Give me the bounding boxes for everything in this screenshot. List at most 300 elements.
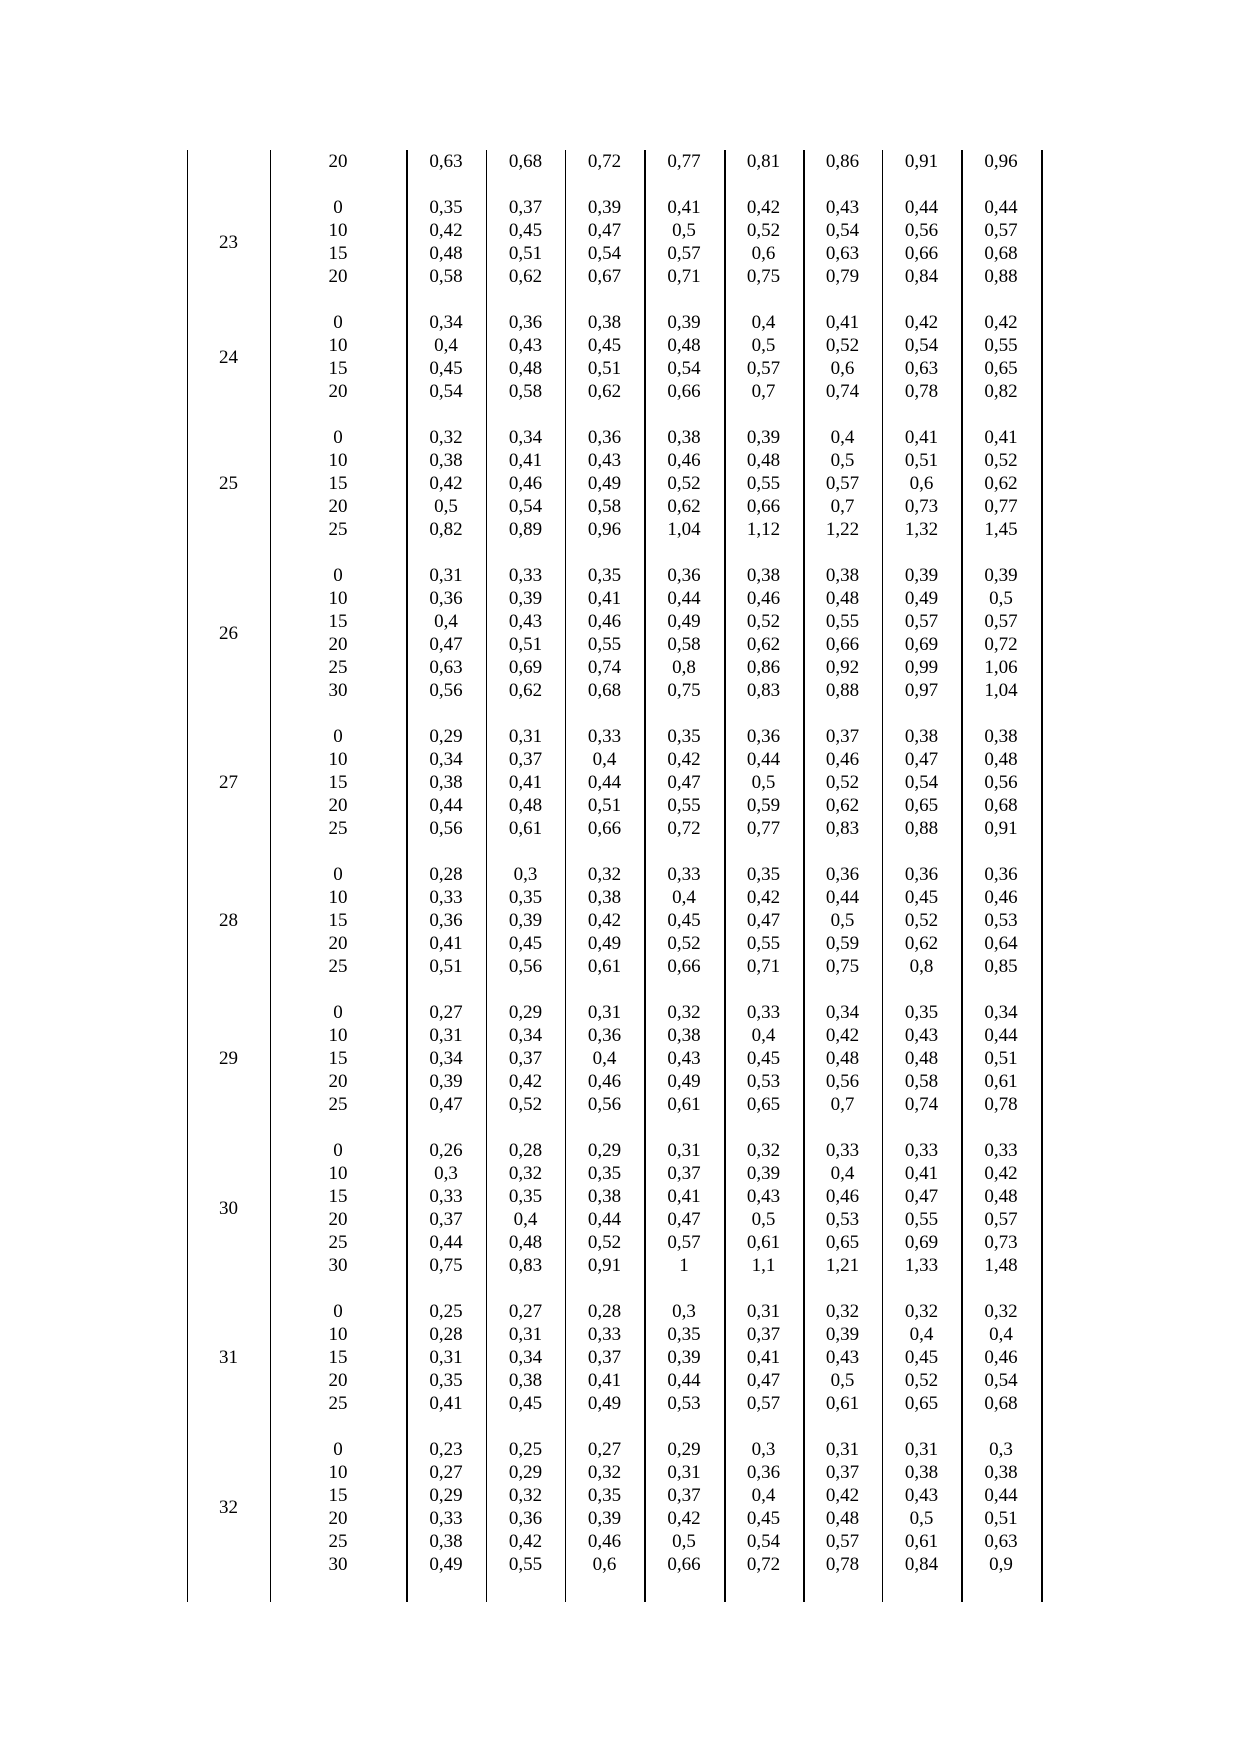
table-cell: 0,32 bbox=[429, 427, 463, 448]
table-cell: 0,85 bbox=[984, 956, 1018, 977]
row-group bbox=[0, 426, 1240, 541]
sub-parameter-value: 15 bbox=[328, 772, 348, 793]
value-column-4 bbox=[644, 1300, 724, 1415]
value-column-2 bbox=[486, 150, 565, 173]
table-cell: 0,51 bbox=[508, 243, 543, 264]
value-column-7 bbox=[882, 863, 961, 978]
table-cell: 0,43 bbox=[904, 1485, 939, 1506]
value-column-5 bbox=[724, 1300, 803, 1415]
table-cell: 0,4 bbox=[592, 749, 617, 770]
table-cell: 0,57 bbox=[904, 611, 939, 632]
table-cell: 0,39 bbox=[984, 565, 1018, 586]
table-cell: 0,42 bbox=[825, 1025, 860, 1046]
table-cell: 0,62 bbox=[667, 496, 701, 517]
value-column-4 bbox=[644, 1438, 724, 1576]
table-cell: 0,35 bbox=[429, 1370, 463, 1391]
table-cell: 1 bbox=[679, 1255, 689, 1276]
table-cell: 0,48 bbox=[825, 1508, 860, 1529]
table-cell: 1,32 bbox=[904, 519, 939, 540]
sub-parameter-value: 25 bbox=[328, 657, 348, 678]
table-cell: 0,36 bbox=[825, 864, 860, 885]
table-cell: 0,47 bbox=[904, 749, 939, 770]
table-cell: 0,75 bbox=[825, 956, 860, 977]
table-cell: 0,57 bbox=[746, 1393, 781, 1414]
row-group bbox=[0, 1438, 1240, 1576]
table-cell: 0,62 bbox=[508, 266, 543, 287]
table-cell: 0,38 bbox=[587, 1186, 622, 1207]
table-cell: 0,56 bbox=[825, 1071, 860, 1092]
value-column-5 bbox=[724, 564, 803, 702]
table-cell: 0,4 bbox=[592, 1048, 617, 1069]
sub-parameter-value: 20 bbox=[328, 1071, 348, 1092]
table-cell: 0,6 bbox=[592, 1554, 617, 1575]
table-cell: 0,34 bbox=[508, 427, 543, 448]
value-column-8 bbox=[961, 150, 1041, 173]
table-cell: 0,57 bbox=[984, 611, 1018, 632]
value-column-7 bbox=[882, 1438, 961, 1576]
table-cell: 0,38 bbox=[667, 1025, 701, 1046]
table-cell: 0,41 bbox=[825, 312, 860, 333]
table-cell: 0,66 bbox=[667, 381, 701, 402]
table-cell: 0,48 bbox=[429, 243, 463, 264]
table-cell: 0,52 bbox=[667, 933, 701, 954]
value-column-6 bbox=[803, 1139, 882, 1277]
table-cell: 0,43 bbox=[667, 1048, 701, 1069]
table-cell: 0,75 bbox=[667, 680, 701, 701]
table-cell: 0,86 bbox=[825, 151, 860, 172]
value-column-6 bbox=[803, 311, 882, 403]
table-cell: 0,51 bbox=[904, 450, 939, 471]
table-cell: 0,51 bbox=[984, 1048, 1018, 1069]
sub-parameter-value: 10 bbox=[328, 887, 348, 908]
table-cell: 0,41 bbox=[508, 450, 543, 471]
sub-parameter-value: 25 bbox=[328, 818, 348, 839]
table-cell: 0,45 bbox=[904, 1347, 939, 1368]
table-cell: 0,64 bbox=[984, 933, 1018, 954]
sub-parameter-value: 25 bbox=[328, 1232, 348, 1253]
table-cell: 0,53 bbox=[746, 1071, 781, 1092]
table-cell: 0,48 bbox=[904, 1048, 939, 1069]
value-column-8 bbox=[961, 426, 1041, 541]
table-cell: 0,36 bbox=[587, 1025, 622, 1046]
table-cell: 0,43 bbox=[904, 1025, 939, 1046]
row-group bbox=[0, 863, 1240, 978]
table-cell: 0,34 bbox=[508, 1025, 543, 1046]
value-column-8 bbox=[961, 1001, 1041, 1116]
sub-parameter-value: 15 bbox=[328, 910, 348, 931]
table-cell: 0,69 bbox=[904, 634, 939, 655]
table-cell: 0,66 bbox=[667, 956, 701, 977]
table-cell: 0,43 bbox=[587, 450, 622, 471]
sub-parameter-value: 0 bbox=[333, 726, 343, 747]
table-cell: 0,46 bbox=[984, 1347, 1018, 1368]
value-column-5 bbox=[724, 426, 803, 541]
value-column-1 bbox=[406, 196, 486, 288]
table-cell: 0,45 bbox=[667, 910, 701, 931]
table-cell: 0,28 bbox=[429, 1324, 463, 1345]
value-column-8 bbox=[961, 863, 1041, 978]
table-cell: 0,39 bbox=[587, 1508, 622, 1529]
table-cell: 0,43 bbox=[825, 1347, 860, 1368]
value-column-4 bbox=[644, 1001, 724, 1116]
table-cell: 0,66 bbox=[904, 243, 939, 264]
table-cell: 0,47 bbox=[667, 772, 701, 793]
table-cell: 0,65 bbox=[984, 358, 1018, 379]
value-column-7 bbox=[882, 1001, 961, 1116]
sub-parameter-value: 10 bbox=[328, 1163, 348, 1184]
table-cell: 0,46 bbox=[508, 473, 543, 494]
table-cell: 0,8 bbox=[909, 956, 934, 977]
table-cell: 0,66 bbox=[587, 818, 622, 839]
sub-parameter-value: 20 bbox=[328, 1209, 348, 1230]
table-cell: 0,3 bbox=[989, 1439, 1013, 1460]
table-cell: 0,35 bbox=[429, 197, 463, 218]
table-cell: 0,91 bbox=[984, 818, 1018, 839]
table-cell: 0,92 bbox=[825, 657, 860, 678]
table-cell: 0,91 bbox=[587, 1255, 622, 1276]
table-cell: 0,33 bbox=[746, 1002, 781, 1023]
table-cell: 0,55 bbox=[904, 1209, 939, 1230]
table-cell: 0,35 bbox=[587, 1163, 622, 1184]
value-column-4 bbox=[644, 863, 724, 978]
table-cell: 0,3 bbox=[513, 864, 538, 885]
table-cell: 0,41 bbox=[904, 427, 939, 448]
table-cell: 0,72 bbox=[984, 634, 1018, 655]
table-cell: 0,41 bbox=[667, 1186, 701, 1207]
table-cell: 0,55 bbox=[508, 1554, 543, 1575]
table-cell: 0,54 bbox=[587, 243, 622, 264]
table-cell: 0,97 bbox=[904, 680, 939, 701]
table-cell: 0,75 bbox=[429, 1255, 463, 1276]
table-cell: 0,38 bbox=[667, 427, 701, 448]
value-column-3 bbox=[565, 1438, 644, 1576]
table-cell: 0,34 bbox=[429, 749, 463, 770]
sub-parameter-value: 10 bbox=[328, 220, 348, 241]
table-cell: 0,73 bbox=[904, 496, 939, 517]
table-cell: 0,72 bbox=[667, 818, 701, 839]
table-cell: 0,58 bbox=[904, 1071, 939, 1092]
table-cell: 0,82 bbox=[984, 381, 1018, 402]
table-cell: 0,58 bbox=[508, 381, 543, 402]
table-cell: 0,48 bbox=[667, 335, 701, 356]
table-cell: 0,41 bbox=[904, 1163, 939, 1184]
value-column-4 bbox=[644, 150, 724, 173]
table-cell: 0,82 bbox=[429, 519, 463, 540]
table-cell: 0,52 bbox=[904, 910, 939, 931]
value-column-8 bbox=[961, 196, 1041, 288]
table-cell: 0,52 bbox=[904, 1370, 939, 1391]
table-cell: 0,42 bbox=[984, 312, 1018, 333]
group-label: 25 bbox=[219, 473, 238, 494]
table-cell: 0,35 bbox=[508, 1186, 543, 1207]
table-cell: 0,44 bbox=[904, 197, 939, 218]
table-cell: 0,5 bbox=[434, 496, 458, 517]
group-label: 24 bbox=[219, 346, 238, 368]
table-cell: 0,42 bbox=[904, 312, 939, 333]
value-column-1 bbox=[406, 426, 486, 541]
value-column-7 bbox=[882, 311, 961, 403]
table-cell: 0,44 bbox=[587, 772, 622, 793]
row-group bbox=[0, 150, 1240, 173]
table-cell: 1,33 bbox=[904, 1255, 939, 1276]
table-cell: 0,66 bbox=[667, 1554, 701, 1575]
sub-parameter-value: 20 bbox=[328, 933, 348, 954]
table-cell: 0,55 bbox=[746, 473, 781, 494]
sub-parameter-value: 20 bbox=[328, 1370, 348, 1391]
value-column-8 bbox=[961, 1300, 1041, 1415]
table-cell: 0,34 bbox=[429, 1048, 463, 1069]
sub-parameter-value: 15 bbox=[328, 473, 348, 494]
table-cell: 0,52 bbox=[825, 772, 860, 793]
table-cell: 0,78 bbox=[825, 1554, 860, 1575]
table-cell: 0,36 bbox=[508, 1508, 543, 1529]
table-cell: 0,41 bbox=[667, 197, 701, 218]
table-cell: 0,35 bbox=[746, 864, 781, 885]
table-cell: 0,37 bbox=[667, 1485, 701, 1506]
group-label: 30 bbox=[219, 1197, 238, 1219]
value-column-8 bbox=[961, 725, 1041, 840]
table-cell: 0,39 bbox=[825, 1324, 860, 1345]
table-cell: 0,83 bbox=[746, 680, 781, 701]
value-column-3 bbox=[565, 725, 644, 840]
row-group bbox=[0, 196, 1240, 288]
table-cell: 0,5 bbox=[830, 1370, 855, 1391]
table-cell: 0,53 bbox=[825, 1209, 860, 1230]
table-cell: 0,4 bbox=[751, 1025, 776, 1046]
table-cell: 0,39 bbox=[746, 427, 781, 448]
table-cell: 0,48 bbox=[984, 1186, 1018, 1207]
value-column-7 bbox=[882, 1139, 961, 1277]
table-cell: 0,4 bbox=[830, 427, 855, 448]
table-cell: 0,77 bbox=[984, 496, 1018, 517]
table-cell: 0,38 bbox=[429, 450, 463, 471]
table-cell: 0,62 bbox=[904, 933, 939, 954]
table-cell: 0,32 bbox=[667, 1002, 701, 1023]
group-label: 32 bbox=[219, 1496, 238, 1518]
value-column-1 bbox=[406, 311, 486, 403]
sub-parameter-value: 15 bbox=[328, 1186, 348, 1207]
table-cell: 0,38 bbox=[508, 1370, 543, 1391]
value-column-5 bbox=[724, 725, 803, 840]
value-column-4 bbox=[644, 725, 724, 840]
table-cell: 0,51 bbox=[587, 795, 622, 816]
table-cell: 0,45 bbox=[429, 358, 463, 379]
table-cell: 0,61 bbox=[667, 1094, 701, 1115]
table-cell: 0,59 bbox=[746, 795, 781, 816]
table-cell: 0,49 bbox=[587, 933, 622, 954]
value-column-2 bbox=[486, 1438, 565, 1576]
table-cell: 0,31 bbox=[429, 1025, 463, 1046]
sub-parameter-value: 10 bbox=[328, 1025, 348, 1046]
table-cell: 0,78 bbox=[904, 381, 939, 402]
table-cell: 0,36 bbox=[429, 910, 463, 931]
table-cell: 0,37 bbox=[429, 1209, 463, 1230]
sub-parameter-value: 25 bbox=[328, 1094, 348, 1115]
table-cell: 0,46 bbox=[587, 1071, 622, 1092]
table-cell: 0,42 bbox=[429, 473, 463, 494]
table-cell: 0,47 bbox=[587, 220, 622, 241]
table-cell: 0,41 bbox=[429, 933, 463, 954]
table-cell: 0,63 bbox=[904, 358, 939, 379]
value-column-7 bbox=[882, 564, 961, 702]
value-column-4 bbox=[644, 196, 724, 288]
table-cell: 0,58 bbox=[587, 496, 622, 517]
table-cell: 0,46 bbox=[825, 1186, 860, 1207]
value-column-3 bbox=[565, 150, 644, 173]
table-cell: 0,31 bbox=[508, 1324, 543, 1345]
table-cell: 1,1 bbox=[751, 1255, 776, 1276]
table-cell: 0,54 bbox=[746, 1531, 781, 1552]
table-cell: 0,61 bbox=[984, 1071, 1018, 1092]
table-cell: 0,74 bbox=[825, 381, 860, 402]
sub-parameter-value: 20 bbox=[328, 1508, 348, 1529]
table-cell: 0,52 bbox=[984, 450, 1018, 471]
table-cell: 0,49 bbox=[904, 588, 939, 609]
table-cell: 0,71 bbox=[667, 266, 701, 287]
table-cell: 0,39 bbox=[667, 312, 701, 333]
table-cell: 0,29 bbox=[667, 1439, 701, 1460]
table-cell: 0,48 bbox=[508, 795, 543, 816]
table-cell: 0,23 bbox=[429, 1439, 463, 1460]
table-cell: 0,7 bbox=[830, 496, 855, 517]
table-cell: 0,54 bbox=[984, 1370, 1018, 1391]
table-cell: 0,68 bbox=[587, 680, 622, 701]
table-cell: 0,44 bbox=[429, 795, 463, 816]
table-cell: 0,32 bbox=[904, 1301, 939, 1322]
table-cell: 0,32 bbox=[587, 864, 622, 885]
sub-parameter-value: 20 bbox=[328, 634, 348, 655]
sub-parameter-value: 10 bbox=[328, 588, 348, 609]
table-cell: 0,29 bbox=[587, 1140, 622, 1161]
table-cell: 0,74 bbox=[587, 657, 622, 678]
table-cell: 0,54 bbox=[904, 335, 939, 356]
table-cell: 0,25 bbox=[508, 1439, 543, 1460]
value-column-6 bbox=[803, 426, 882, 541]
value-column-8 bbox=[961, 1139, 1041, 1277]
table-cell: 0,33 bbox=[429, 1186, 463, 1207]
table-cell: 0,99 bbox=[904, 657, 939, 678]
table-cell: 0,27 bbox=[429, 1002, 463, 1023]
sub-parameter-value: 10 bbox=[328, 1462, 348, 1483]
value-column-2 bbox=[486, 426, 565, 541]
value-column-1 bbox=[406, 725, 486, 840]
table-cell: 1,06 bbox=[984, 657, 1018, 678]
table-cell: 0,38 bbox=[429, 1531, 463, 1552]
value-column-6 bbox=[803, 725, 882, 840]
table-cell: 0,46 bbox=[984, 887, 1018, 908]
table-cell: 0,29 bbox=[429, 726, 463, 747]
table-cell: 0,33 bbox=[904, 1140, 939, 1161]
table-cell: 0,5 bbox=[672, 220, 696, 241]
table-cell: 0,4 bbox=[830, 1163, 855, 1184]
table-cell: 0,33 bbox=[984, 1140, 1018, 1161]
sub-parameter-value: 0 bbox=[333, 312, 343, 333]
table-cell: 0,55 bbox=[825, 611, 860, 632]
sub-parameter-value: 10 bbox=[328, 749, 348, 770]
sub-parameter-value: 0 bbox=[333, 427, 343, 448]
table-cell: 0,61 bbox=[746, 1232, 781, 1253]
value-column-5 bbox=[724, 1139, 803, 1277]
table-cell: 0,47 bbox=[904, 1186, 939, 1207]
value-column-3 bbox=[565, 1139, 644, 1277]
table-cell: 0,62 bbox=[508, 680, 543, 701]
table-cell: 0,27 bbox=[587, 1439, 622, 1460]
table-cell: 0,53 bbox=[667, 1393, 701, 1414]
sub-parameter-value: 20 bbox=[328, 795, 348, 816]
sub-parameter-value: 15 bbox=[328, 1048, 348, 1069]
table-cell: 0,54 bbox=[667, 358, 701, 379]
table-cell: 0,52 bbox=[746, 611, 781, 632]
table-cell: 0,66 bbox=[825, 634, 860, 655]
value-column-5 bbox=[724, 1001, 803, 1116]
value-column-6 bbox=[803, 1300, 882, 1415]
table-cell: 0,4 bbox=[513, 1209, 538, 1230]
table-cell: 0,25 bbox=[429, 1301, 463, 1322]
table-cell: 0,74 bbox=[904, 1094, 939, 1115]
sub-parameter-value: 20 bbox=[328, 496, 348, 517]
table-cell: 0,54 bbox=[904, 772, 939, 793]
table-cell: 0,3 bbox=[751, 1439, 776, 1460]
table-cell: 0,37 bbox=[667, 1163, 701, 1184]
table-cell: 0,49 bbox=[587, 1393, 622, 1414]
value-column-1 bbox=[406, 1001, 486, 1116]
table-cell: 0,57 bbox=[825, 1531, 860, 1552]
table-cell: 0,36 bbox=[508, 312, 543, 333]
table-cell: 0,31 bbox=[667, 1140, 701, 1161]
value-column-3 bbox=[565, 311, 644, 403]
sub-parameter-column bbox=[270, 311, 406, 403]
table-cell: 0,38 bbox=[904, 726, 939, 747]
table-cell: 0,73 bbox=[984, 1232, 1018, 1253]
table-cell: 0,53 bbox=[984, 910, 1018, 931]
sub-parameter-column bbox=[270, 196, 406, 288]
table-cell: 0,51 bbox=[429, 956, 463, 977]
table-cell: 1,04 bbox=[667, 519, 701, 540]
table-cell: 0,46 bbox=[667, 450, 701, 471]
sub-parameter-value: 30 bbox=[328, 680, 348, 701]
table-cell: 1,12 bbox=[746, 519, 781, 540]
table-cell: 0,33 bbox=[825, 1140, 860, 1161]
table-cell: 0,83 bbox=[508, 1255, 543, 1276]
table-cell: 0,35 bbox=[667, 726, 701, 747]
sub-parameter-column bbox=[270, 725, 406, 840]
table-cell: 0,35 bbox=[587, 1485, 622, 1506]
group-label: 28 bbox=[219, 910, 238, 931]
table-cell: 0,36 bbox=[746, 1462, 781, 1483]
table-cell: 0,89 bbox=[508, 519, 543, 540]
table-cell: 0,57 bbox=[667, 243, 701, 264]
table-cell: 0,47 bbox=[746, 910, 781, 931]
value-column-7 bbox=[882, 1300, 961, 1415]
table-cell: 0,48 bbox=[508, 358, 543, 379]
table-cell: 0,44 bbox=[825, 887, 860, 908]
sub-parameter-value: 15 bbox=[328, 611, 348, 632]
table-cell: 0,35 bbox=[904, 1002, 939, 1023]
table-cell: 0,69 bbox=[904, 1232, 939, 1253]
table-cell: 0,47 bbox=[429, 634, 463, 655]
row-group bbox=[0, 311, 1240, 403]
table-cell: 0,61 bbox=[508, 818, 543, 839]
table-cell: 0,38 bbox=[984, 726, 1018, 747]
table-cell: 0,45 bbox=[746, 1048, 781, 1069]
table-cell: 0,49 bbox=[587, 473, 622, 494]
table-cell: 0,37 bbox=[825, 726, 860, 747]
table-cell: 0,38 bbox=[429, 772, 463, 793]
value-column-2 bbox=[486, 725, 565, 840]
table-cell: 0,42 bbox=[667, 749, 701, 770]
table-cell: 0,42 bbox=[746, 887, 781, 908]
table-cell: 0,35 bbox=[508, 887, 543, 908]
